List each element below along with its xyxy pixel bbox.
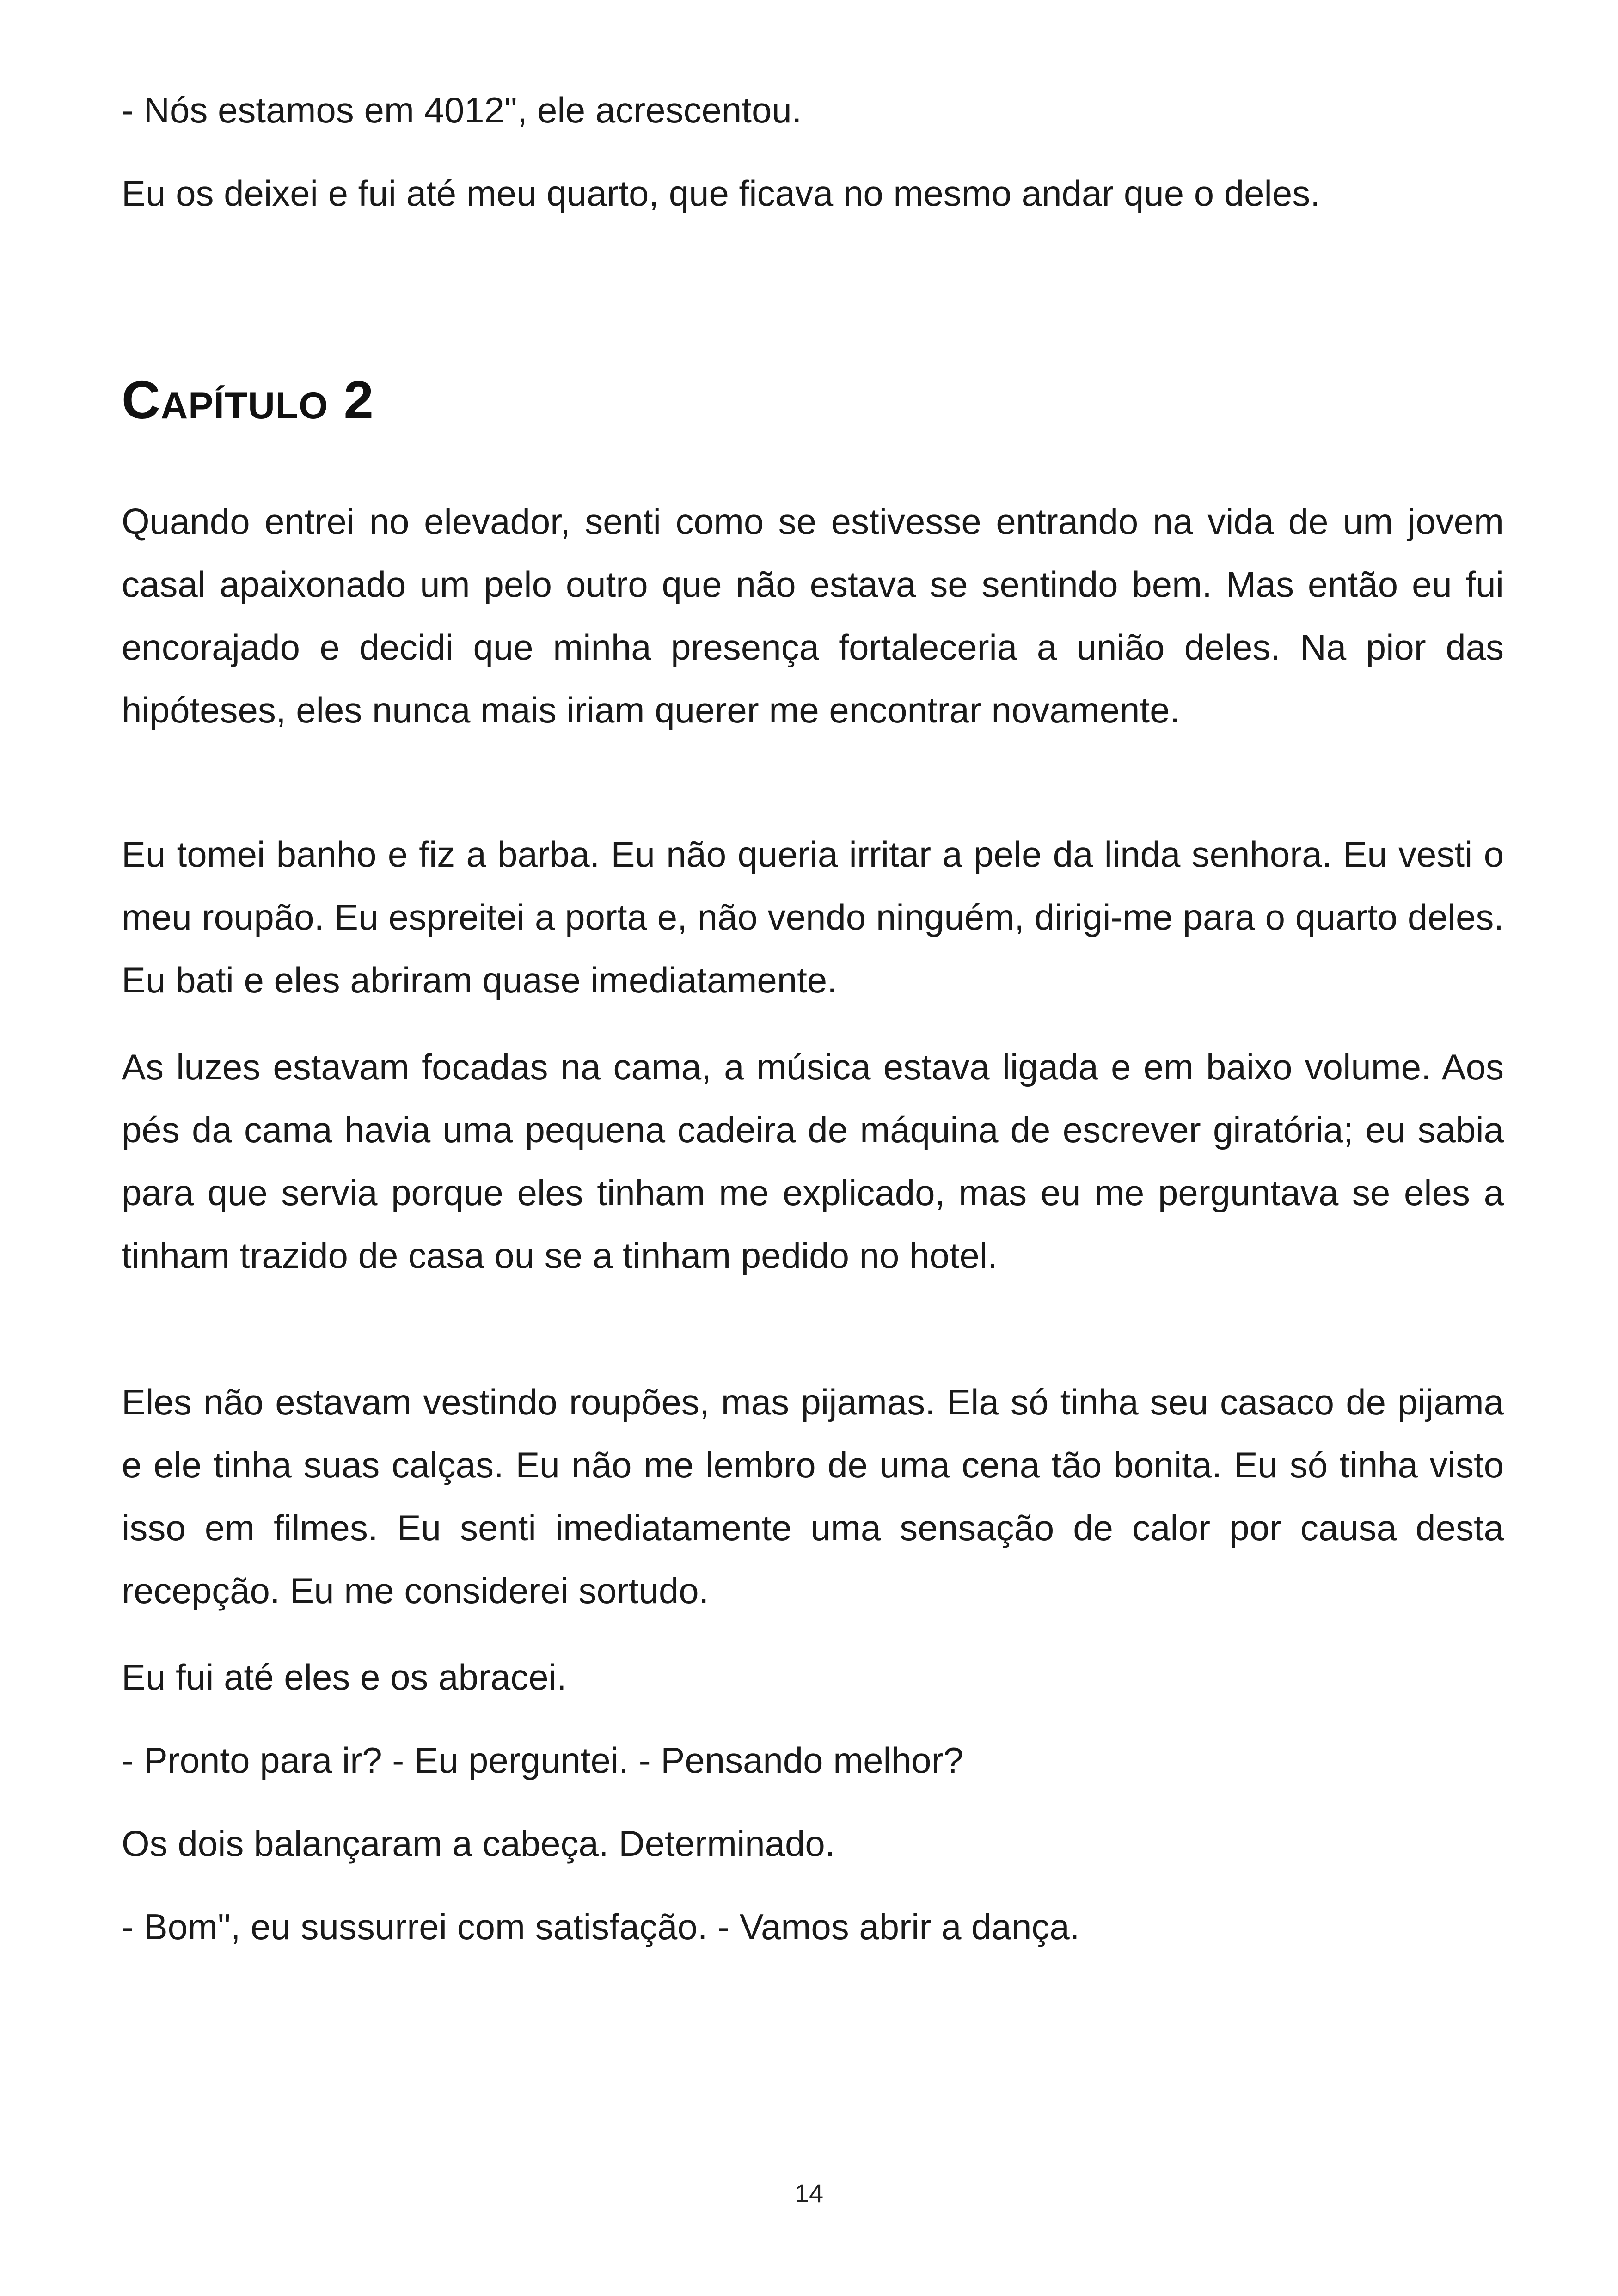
paragraph: As luzes estavam focadas na cama, a música estava ligada e em baixo volume. Aos pés da cama havia uma pequena cadeira de máquina de escrever giratória; eu sabia para que servia porque eles tinham me explicado, mas eu me perguntava se eles a tinham trazido de casa ou se a tinham pedido no hotel. [122, 1047, 1504, 1276]
dialogue-line: - Bom", eu sussurrei com satisfação. - Vamos abrir a dança. [122, 1906, 1080, 1947]
document-page [122, 0, 1504, 2296]
paragraph: Eu tomei banho e fiz a barba. Eu não queria irritar a pele da linda senhora. Eu vesti o meu roupão. Eu espreitei a porta e, não vendo ninguém, dirigi-me para o quarto deles. Eu bati e eles abriram quase imediatamente. [122, 834, 1504, 1000]
paragraph: Eles não estavam vestindo roupões, mas pijamas. Ela só tinha seu casaco de pijama e ele tinha suas calças. Eu não me lembro de uma cena tão bonita. Eu só tinha visto isso em filmes. Eu senti imediatamente uma sensação de calor por causa desta recepção. Eu me considerei sortudo. [122, 1382, 1504, 1611]
chapter-title: Capítulo 2 [122, 370, 374, 430]
paragraph: Eu fui até eles e os abracei. [122, 1657, 567, 1697]
paragraph: Os dois balançaram a cabeça. Determinado. [122, 1823, 835, 1864]
paragraph: Quando entrei no elevador, senti como se estivesse entrando na vida de um jovem casal apaixonado um pelo outro que não estava se sentindo bem. Mas então eu fui encorajado e decidi que minha presença fortaleceria a união deles. Na pior das hipóteses, eles nunca mais iriam querer me encontrar novamente. [122, 501, 1504, 730]
page-number: 14 [794, 2179, 824, 2208]
dialogue-line: - Nós estamos em 4012", ele acrescentou. [122, 90, 802, 130]
paragraph: Eu os deixei e fui até meu quarto, que ficava no mesmo andar que o deles. [122, 173, 1320, 214]
dialogue-line: - Pronto para ir? - Eu perguntei. - Pensando melhor? [122, 1740, 964, 1781]
